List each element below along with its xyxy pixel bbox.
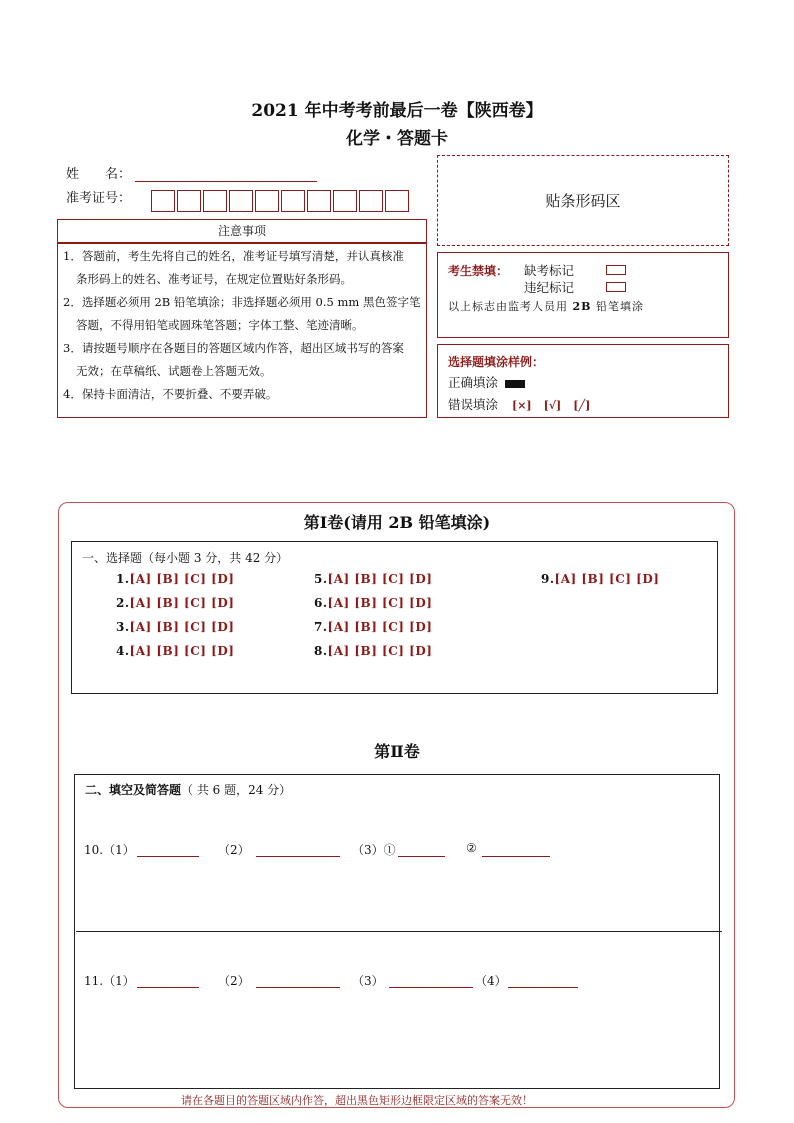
id-cell[interactable] <box>151 190 175 212</box>
notice-item: 4．保持卡面清洁，不要折叠、不要弄破。 <box>63 387 278 401</box>
notice-item: 条形码上的姓名、准考证号，在规定位置贴好条形码。 <box>76 272 352 286</box>
q11-part4-label: （4） <box>475 974 507 988</box>
violation-mark[interactable] <box>606 282 626 292</box>
absent-mark[interactable] <box>606 265 626 275</box>
q10-answer-2[interactable] <box>256 842 340 857</box>
fill-example-title: 选择题填涂样例： <box>448 355 545 369</box>
q10-answer-3a[interactable] <box>398 842 445 857</box>
wrong-fill-label: 错误填涂 <box>448 397 499 412</box>
q11-label: 11.（1） <box>84 974 135 988</box>
q10-part2-label: （2） <box>218 843 250 857</box>
footer-warning: 请在各题目的答题区域内作答，超出黑色矩形边框限定区域的答案无效！ <box>181 1094 533 1107</box>
q11-part2-label: （2） <box>218 974 250 988</box>
notice-title-text: 注意事项 <box>217 224 266 238</box>
wrong-mark-check: [√] <box>543 399 562 412</box>
notice-item: 1．答题前，考生先将自己的姓名，准考证号填写清楚，并认真核准 <box>63 249 404 263</box>
forbidden-note: 以上标志由监考人员用 2B 铅笔填涂 <box>448 300 644 313</box>
id-label: 准考证号： <box>66 191 132 206</box>
notice-item: 答题，不得用铅笔或圆珠笔答题；字体工整、笔迹清晰。 <box>76 318 364 332</box>
q11-answer-3[interactable] <box>389 973 473 988</box>
page-title: 2021 年中考考前最后一卷【陕西卷】 <box>251 101 543 121</box>
id-cell[interactable] <box>177 190 201 212</box>
choice-row-9[interactable]: 9.[A] [B] [C] [D] <box>541 572 660 586</box>
correct-fill-row <box>448 373 525 391</box>
choice-row-4[interactable]: 4.[A] [B] [C] [D] <box>116 644 235 658</box>
q10-answer-3b[interactable] <box>482 842 550 857</box>
absent-label: 缺考标记 <box>524 263 575 278</box>
q10-part3b-label: ② <box>466 841 477 855</box>
choice-row-7[interactable]: 7.[A] [B] [C] [D] <box>314 620 433 634</box>
id-cell[interactable] <box>307 190 331 212</box>
choice-section-title: 一、选择题（每小题 3 分，共 42 分） <box>82 551 289 565</box>
q11-answer-1[interactable] <box>137 973 199 988</box>
wrong-mark-cross: [×] <box>512 399 532 412</box>
wrong-mark-slash: [╱] <box>573 399 591 412</box>
wrong-fill-row <box>448 395 590 413</box>
id-cell[interactable] <box>333 190 357 212</box>
part1-title: 第Ⅰ卷(请用 2B 铅笔填涂) <box>303 513 491 532</box>
notice-item: 3．请按题号顺序在各题目的答题区域内作答，超出区域书写的答案 <box>63 341 404 355</box>
fill-section-title: 二、填空及简答题（ 共 6 题，24 分） <box>85 783 292 797</box>
choice-row-2[interactable]: 2.[A] [B] [C] [D] <box>116 596 235 610</box>
id-number-cells[interactable] <box>151 190 411 216</box>
page-subtitle: 化学・答题卡 <box>346 129 448 149</box>
forbidden-label: 考生禁填： <box>448 264 509 278</box>
barcode-area <box>437 155 729 246</box>
q10-part3-label: （3）① <box>352 843 396 857</box>
choice-section <box>71 541 718 694</box>
id-cell[interactable] <box>385 190 409 212</box>
choice-row-6[interactable]: 6.[A] [B] [C] [D] <box>314 596 433 610</box>
q11-part3-label: （3） <box>352 974 384 988</box>
id-cell[interactable] <box>359 190 383 212</box>
forbidden-box <box>437 252 729 338</box>
notice-item: 2．选择题必须用 2B 铅笔填涂；非选择题必须用 0.5 mm 黑色签字笔 <box>63 295 421 309</box>
notice-item: 无效；在草稿纸、试题卷上答题无效。 <box>76 364 272 378</box>
filled-mark-icon <box>505 380 525 388</box>
q11-answer-4[interactable] <box>508 973 578 988</box>
id-cell[interactable] <box>281 190 305 212</box>
choice-row-1[interactable]: 1.[A] [B] [C] [D] <box>116 572 235 586</box>
part2-title: 第Ⅱ卷 <box>374 742 420 761</box>
name-label: 姓 名： <box>66 167 132 182</box>
q10-answer-1[interactable] <box>137 842 199 857</box>
id-cell[interactable] <box>203 190 227 212</box>
barcode-label: 贴条形码区 <box>545 192 621 210</box>
choice-row-8[interactable]: 8.[A] [B] [C] [D] <box>314 644 433 658</box>
notice-box <box>57 243 427 418</box>
notice-title <box>57 219 427 243</box>
name-row <box>66 163 317 182</box>
fill-example-box <box>437 344 729 418</box>
choice-row-5[interactable]: 5.[A] [B] [C] [D] <box>314 572 433 586</box>
choice-row-3[interactable]: 3.[A] [B] [C] [D] <box>116 620 235 634</box>
id-cell[interactable] <box>229 190 253 212</box>
id-cell[interactable] <box>255 190 279 212</box>
q10-label: 10.（1） <box>84 843 135 857</box>
question-divider <box>76 931 722 932</box>
correct-fill-label: 正确填涂 <box>448 375 499 390</box>
q11-answer-2[interactable] <box>256 973 340 988</box>
name-field[interactable] <box>135 167 317 182</box>
violation-label: 违纪标记 <box>524 280 575 295</box>
